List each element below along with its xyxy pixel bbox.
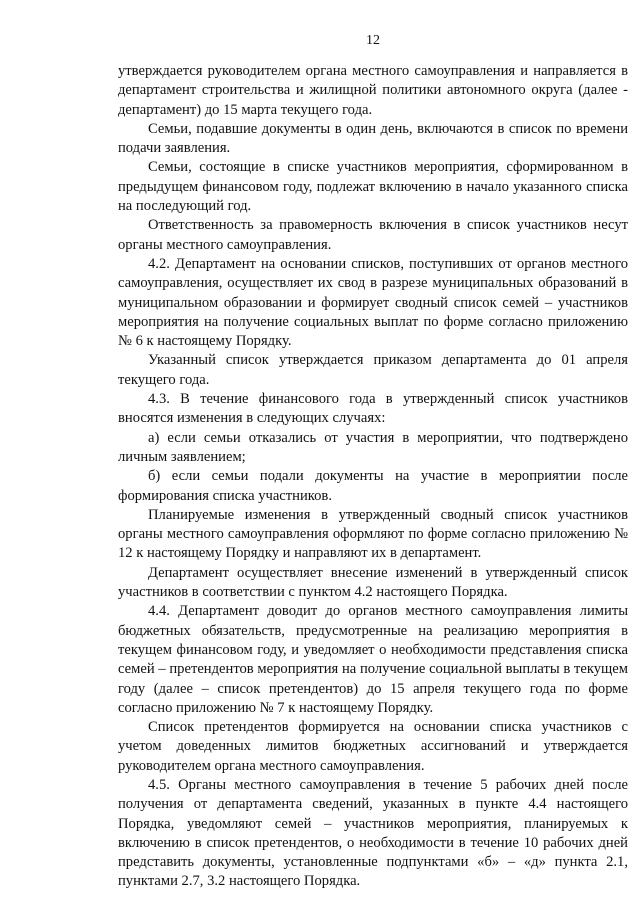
paragraph: Департамент осуществляет внесение изменений в утвержденный список участников в соответствии с пунктом 4.2 настоящего Порядка. <box>118 564 628 601</box>
paragraph: Семьи, состоящие в списке участников мероприятия, сформированном в предыдущем финансовом году, подлежат включению в начало указанного списка на последующий год. <box>118 159 628 215</box>
paragraph: Семьи, подавшие документы в один день, включаются в список по времени подачи заявления. <box>118 120 628 157</box>
paragraph: Указанный список утверждается приказом департамента до 01 апреля текущего года. <box>118 352 628 388</box>
paragraph-clause-4-3: 4.3. В течение финансового года в утвержденный список участников вносятся изменения в следующих случаях: <box>118 391 628 427</box>
paragraph-item-b: б) если семьи подали документы на участие в мероприятии после формирования списка участников. <box>118 468 628 504</box>
paragraph-item-a: а) если семьи отказались от участия в мероприятии, что подтверждено личным заявлением; <box>118 429 628 465</box>
paragraph: Планируемые изменения в утвержденный сводный список участников органы местного самоуправления оформляют по форме согласно приложению № 12 к настоящему Порядку и направляют их в департамент. <box>118 506 628 562</box>
page-number: 12 <box>366 33 380 48</box>
paragraph-continuation: утверждается руководителем органа местного самоуправления и направляется в департамент строительства и жилищной политики автономного округа (далее - департамент) до 15 марта текущего года. <box>118 63 628 118</box>
paragraph: Список претендентов формируется на основании списка участников с учетом доведенных лимитов бюджетных ассигнований и утверждается руководителем органа местного самоуправления. <box>118 719 628 774</box>
document-body <box>118 62 628 892</box>
paragraph-clause-4-4: 4.4. Департамент доводит до органов местного самоуправления лимиты бюджетных обязательств, предусмотренные на реализацию мероприятия в текущем финансовом году, и уведомляет о необходимости представления списка семей – претендентов мероприятия на получение социальной выплаты в текущем году (далее – список претендентов) до 15 апреля текущего года по форме согласно приложению № 7 к настоящему Порядку. <box>118 603 628 716</box>
paragraph: Ответственность за правомерность включения в список участников несут органы местного самоуправления. <box>118 217 628 253</box>
paragraph-clause-4-5: 4.5. Органы местного самоуправления в течение 5 рабочих дней после получения от департамента сведений, указанных в пункте 4.4 настоящего Порядка, уведомляют семей – участников мероприятия, планируемых к включению в список претендентов, о необходимости в течение 10 рабочих дней представить документы, установленные подпунктами «б» – «д» пункта 2.1, пунктами 2.7, 3.2 настоящего Порядка. <box>118 776 628 890</box>
paragraph-clause-4-2: 4.2. Департамент на основании списков, поступивших от органов местного самоуправления, осуществляет их свод в разрезе муниципальных образований в муниципальном образовании и формирует сводный список семей – участников мероприятия на получение социальных выплат по форме согласно приложению № 6 к настоящему Порядку. <box>118 255 628 350</box>
